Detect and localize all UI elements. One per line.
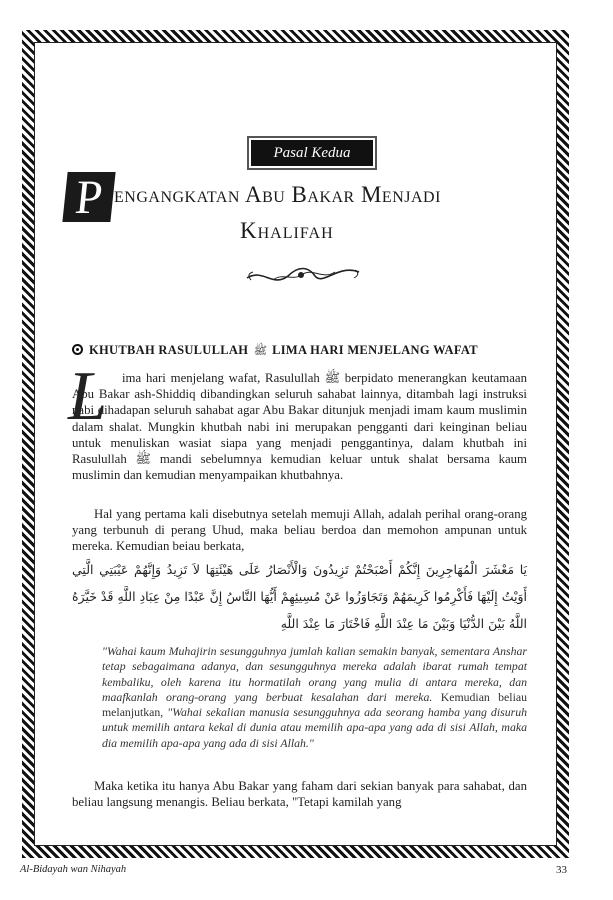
quote-part1: "Wahai kaum Muhajirin sesungguhnya jumlah kalian semakin banyak, sementara Anshar tetap sebagaimana adanya, dan sesungguhnya mereka adalah ibarat rumah tempat kembaliku, oleh karena itu hormatilah orang yang mulia di antara mereka, dan maafkanlah orang-orang yang berbuat kesalahan dari mereka. — [102, 644, 527, 704]
footer-book-title: Al-Bidayah wan Nihayah — [20, 864, 127, 875]
chapter-label: Pasal Kedua — [247, 136, 377, 170]
chapter-title-line1: engangkatan Abu Bakar Menjadi — [114, 182, 441, 207]
flourish-ornament-icon — [243, 258, 363, 290]
heading-part2: LIMA HARI MENJELANG WAFAT — [272, 343, 478, 357]
paragraph-2: Hal yang pertama kali disebutnya setelah memuji Allah, adalah perihal orang-orang yang terbunuh di perang Uhud, maka beliau berdoa dan memohon ampunan untuk mereka. Kemudian beiau berkata, — [72, 507, 527, 554]
title-dropcap: P — [62, 172, 115, 222]
paragraph-1: ima hari menjelang wafat, Rasulullah ﷺ berpidato menerangkan keutamaan Abu Bakar ash-Shiddiq dibandingkan seluruh sahabat lainnya, ditambah lagi instruksi nabi dihadapan seluruh sahabat agar Abu Bakar ditunjuk menjadi imam kaum muslimin dalam shalat. Mungkin khutbah nabi ini merupakan pengganti dari keinginan beliau untuk menuliskan wasiat siapa yang menjadi penggantinya, dalam khutbah ini Rasulullah ﷺ mandi sebelumnya kemudian keluar untuk shalat bersama kaum muslimin dan kemudian menyampaikan khutbahnya. — [72, 371, 528, 483]
arabic-text: يَا مَعْشَرَ الْمُهَاجِرِينَ إِنَّكُمْ أَصْبَحْتُمْ تَزِيدُونَ وَالْأَنْصَارُ عَلَى هَيْئَتِهَا لاَ تَزِيدُ وَإِنَّهُمْ عَيْبَتِي الَّتِي أَوَيْتُ إِلَيْهَا فَأَكْرِمُوا كَرِيمَهُمْ وَتَجَاوَزُوا عَنْ مُسِيئِهِمْ أَيُّهَا النَّاسُ إِنَّ عَبْدًا مِنْ عِبَادِ اللَّهِ قَدْ خَيَّرَهُ اللَّهُ بَيْنَ الدُّنْيَا وَبَيْنَ مَا عِنْدَ اللَّهِ فَاخْتَارَ مَا عِنْدَ اللَّهِ — [72, 562, 527, 631]
bullet-icon — [72, 344, 83, 355]
quote-part3: "Wahai sekalian manusia sesungguhnya ada seorang hamba yang disuruh untuk memilih antara kekal di dunia atau memilih apa-apa yang ada di sisi Allah, maka dia memilih apa-apa yang ada di sisi Allah." — [102, 705, 527, 750]
paragraph-dropcap: L — [68, 358, 107, 435]
section-heading — [72, 343, 542, 360]
saw-symbol: ﷺ — [253, 345, 267, 357]
quote-part2: Kemudian beliau melanjutkan, — [102, 689, 527, 720]
page-number: 33 — [556, 864, 567, 876]
paragraph-3: Maka ketika itu hanya Abu Bakar yang faham dari sekian banyak para sahabat, dan beliau langsung menangis. Beliau berkata, "Tetapi kamilah yang — [72, 779, 527, 810]
chapter-title-line2: Khalifah — [240, 218, 334, 243]
heading-part1: KHUTBAH RASULULLAH — [89, 343, 249, 357]
translation-quote — [102, 644, 527, 751]
